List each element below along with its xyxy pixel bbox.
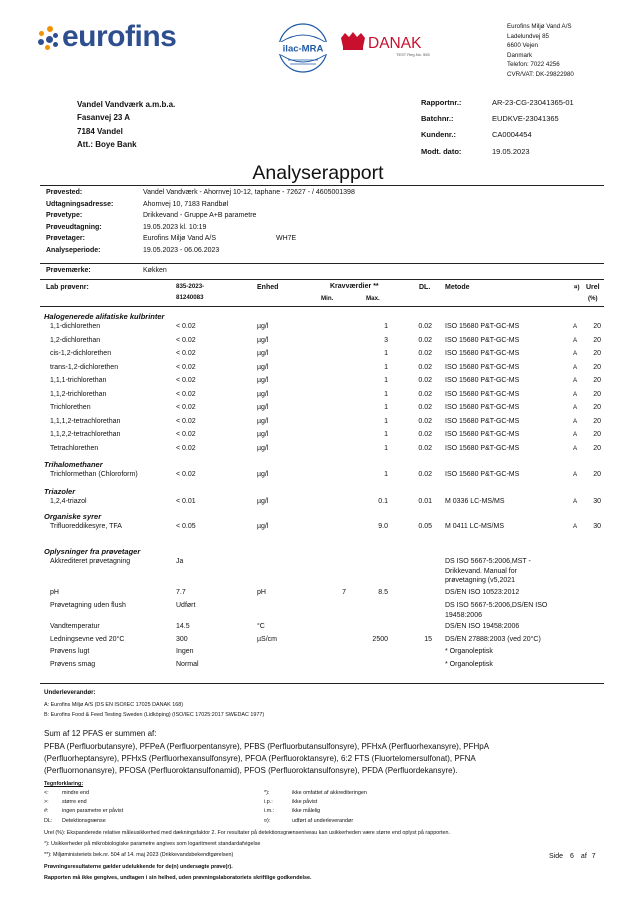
param-dl: 0.02: [418, 377, 432, 384]
param-name: 1,1,1,2-tetrachlorethan: [50, 417, 121, 425]
param-name: 1,1,2-trichlorethan: [50, 390, 107, 398]
legend-value: ikke påvist: [292, 799, 318, 806]
param-unc: 20: [593, 390, 601, 398]
param-method: M 0336 LC-MS/MS: [445, 498, 505, 505]
param-max: 1: [384, 444, 388, 452]
header-req: Kravværdier **: [330, 283, 379, 290]
param-unc: 20: [593, 323, 601, 330]
param-unit: µg/l: [257, 323, 269, 330]
param-max: 1: [384, 323, 388, 330]
param-acc: A: [573, 363, 578, 371]
lab-address: [507, 22, 574, 79]
legend-value: ikke omfattet af akkrediteringen: [292, 790, 367, 796]
param-max: 1: [384, 471, 388, 478]
param-result: < 0.05: [176, 523, 196, 530]
subcontractor-title: Underleverandør:: [44, 689, 96, 696]
sampling-method-line: 19458:2006: [445, 611, 482, 619]
section-title: Trihalomethaner: [44, 460, 103, 469]
param-unit: µg/l: [257, 377, 269, 384]
param-name: Tetrachlorethen: [50, 444, 99, 452]
param-result: < 0.02: [176, 323, 196, 330]
sampling-name: Ledningsevne ved 20°C: [50, 636, 125, 643]
legend-key: ¤):: [264, 817, 271, 824]
param-name: Trichlormethan (Chloroform): [50, 471, 138, 478]
sample-info-label: Prøvetager:: [46, 235, 85, 242]
legend-value: Detektionsgrænse: [62, 817, 106, 824]
report-info-value: CA0004454: [492, 130, 532, 140]
sample-info-value: Drikkevand - Gruppe A+B parametre: [143, 212, 257, 219]
section-title: Triazoler: [44, 487, 76, 496]
report-title: Analyserapport: [252, 162, 384, 184]
report-info-label: Rapportnr.:: [421, 98, 462, 107]
param-max: 1: [384, 363, 388, 371]
param-method: ISO 15680 P&T-GC-MS: [445, 363, 520, 371]
sampling-method-line: DS/EN ISO 10523:2012: [445, 589, 520, 596]
danak-reg-text: TEST Reg.No. 555: [396, 52, 430, 57]
footer-line-1: Prøvningsresultaterne gælder udelukkende for de(n) undersøgte prøve(r).: [44, 864, 233, 870]
sampling-name: Vandtemperatur: [50, 623, 100, 630]
note-micro: °): Usikkerheder på mikrobiologiske parametre angives som logaritmeret standardafvigelse: [44, 841, 261, 847]
pfas-line-3: (Perfluornonansyre), PFOSA (Perfluoroktansulfonamid), PFOS (Perfluoroktansulfonsyre), PFDA (Perfluordekansyre).: [44, 766, 458, 775]
report-info-label: Modt. dato:: [421, 146, 462, 156]
param-result: < 0.02: [176, 350, 196, 357]
table-row: [0, 337, 636, 349]
param-unit: µg/l: [257, 350, 269, 357]
sampling-unit: µS/cm: [257, 636, 277, 643]
param-unc: 20: [593, 336, 601, 344]
note-bek: **): Miljøministeriets bek.nr. 504 af 14. maj 2023 (Drikkevandsbekendtgørelsen): [44, 852, 234, 858]
subcontractor-a: A: Eurofins Miljø A/S (DS EN ISO/IEC 17025 DANAK 168): [44, 702, 184, 708]
param-max: 0.1: [378, 498, 388, 505]
param-max: 1: [384, 431, 388, 438]
table-row: [0, 391, 636, 403]
param-unc: 20: [593, 404, 601, 411]
param-unit: µg/l: [257, 498, 269, 505]
param-result: < 0.02: [176, 417, 196, 425]
sampling-row: [0, 636, 636, 648]
param-unit: µg/l: [257, 336, 269, 344]
sample-info-label: Prøvetype:: [46, 212, 83, 219]
sampling-method-line: DS ISO 5667-5:2006,MST -: [445, 558, 531, 565]
param-max: 1: [384, 377, 388, 384]
param-unit: µg/l: [257, 417, 269, 425]
lab-address-line: Telefon: 7022 4256: [507, 61, 560, 68]
page-current: 6: [570, 853, 574, 860]
param-dl: 0.02: [418, 471, 432, 478]
param-unc: 30: [593, 498, 601, 505]
sampling-row: [0, 602, 636, 619]
legend-value: ingen parametre er påvist: [62, 808, 124, 815]
sampling-name: Prøvetagning uden flush: [50, 602, 126, 609]
sampling-name: Akkrediteret prøvetagning: [50, 558, 131, 565]
param-unc: 20: [593, 363, 601, 371]
sampling-row: [0, 661, 636, 673]
header-unit: Enhed: [257, 284, 279, 291]
pfas-line-2: (Perfluorheptansyre), PFHxS (Perfluorhexansulfonsyre), PFOA (Perfluoroktansyre), 6:2 FTS (Fluortelomersulfonat), PFNA: [44, 754, 476, 763]
param-unc: 20: [593, 471, 601, 478]
sampling-row: [0, 558, 636, 584]
sampling-result: Normal: [176, 661, 199, 668]
sampling-row: [0, 589, 636, 601]
header-lab: Lab prøvenr:: [46, 284, 89, 291]
param-name: 1,1,2,2-tetrachlorethan: [50, 431, 121, 438]
header-max: Max.: [366, 295, 380, 302]
sampling-unit: °C: [257, 623, 265, 630]
legend-value: udført af underleverandør: [292, 817, 354, 824]
param-method: ISO 15680 P&T-GC-MS: [445, 444, 520, 452]
param-method: ISO 15680 P&T-GC-MS: [445, 390, 520, 398]
legend-title: Tegnforklaring:: [44, 781, 84, 787]
param-name: Trichlorethen: [50, 404, 91, 411]
sampling-method-line: Drikkevand. Manual for: [445, 567, 517, 575]
param-dl: 0.02: [418, 431, 432, 438]
danak-text: DANAK: [368, 35, 422, 52]
param-result: < 0.02: [176, 404, 196, 411]
page-side-label: Side: [549, 853, 564, 860]
lab-address-line: Eurofins Miljø Vand A/S: [507, 23, 572, 30]
param-result: < 0.02: [176, 390, 196, 398]
param-dl: 0.01: [418, 498, 432, 505]
param-acc: A: [573, 444, 578, 452]
legend-key: #:: [44, 808, 49, 815]
header-acc: ¤): [574, 284, 580, 291]
lab-address-line: Danmark: [507, 51, 533, 59]
param-dl: 0.02: [418, 323, 432, 330]
legend-value: ikke målelig: [292, 808, 321, 815]
report-info-label: Kundenr.:: [421, 130, 456, 140]
param-method: ISO 15680 P&T-GC-MS: [445, 431, 520, 438]
section-title: Halogenerede alifatiske kulbrinter: [44, 312, 165, 321]
param-max: 9.0: [378, 523, 388, 530]
param-acc: A: [573, 350, 578, 357]
param-unit: µg/l: [257, 404, 269, 411]
param-result: < 0.02: [176, 431, 196, 438]
param-acc: A: [573, 404, 578, 411]
param-name: Trifluoreddikesyre, TFA: [50, 523, 122, 530]
sampling-name: Prøvens smag: [50, 661, 96, 668]
legend-key: <:: [44, 790, 49, 796]
recipient-line: Att.: Boye Bank: [77, 140, 137, 150]
header-unc2: (%): [588, 295, 598, 302]
ilac-mra-text: ilac-MRA: [282, 43, 324, 55]
recipient-address: [77, 98, 175, 152]
param-result: < 0.02: [176, 336, 196, 344]
table-row: [0, 498, 636, 510]
table-row: [0, 377, 636, 389]
header-id1: 835-2023-: [176, 283, 205, 290]
recipient-line: Fasanvej 23 A: [77, 113, 131, 123]
param-method: ISO 15680 P&T-GC-MS: [445, 350, 520, 357]
table-row: [0, 418, 636, 430]
param-method: ISO 15680 P&T-GC-MS: [445, 377, 520, 384]
sampling-name: Prøvens lugt: [50, 648, 90, 655]
header-min: Min.: [321, 295, 334, 302]
sample-info-value: 19.05.2023 kl. 10:19: [143, 223, 207, 231]
sampling-method-line: prøvetagning (v5,2021: [445, 577, 516, 584]
param-result: < 0.02: [176, 444, 196, 452]
param-result: < 0.02: [176, 471, 196, 478]
param-acc: A: [573, 417, 578, 425]
param-unit: µg/l: [257, 523, 269, 530]
sample-info-label: Udtagningsadresse:: [46, 200, 114, 208]
header-unc: Urel: [586, 284, 600, 291]
legend-key: >:: [44, 799, 49, 806]
sample-mark-value: Køkken: [143, 267, 167, 274]
param-max: 1: [384, 350, 388, 357]
param-unc: 20: [593, 444, 601, 452]
param-result: < 0.02: [176, 363, 196, 371]
param-dl: 0.02: [418, 350, 432, 357]
param-acc: A: [573, 523, 578, 530]
sample-info-value: Eurofins Miljø Vand A/S: [143, 235, 217, 242]
param-method: ISO 15680 P&T-GC-MS: [445, 336, 520, 344]
sampling-max: 8.5: [378, 589, 388, 596]
eurofins-logo-icon: [38, 26, 60, 50]
lab-address-line: 6600 Vejen: [507, 42, 538, 49]
sample-info-label: Analyseperiode:: [46, 246, 101, 254]
legend-key: i.m.:: [264, 808, 275, 815]
param-unc: 20: [593, 377, 601, 384]
danak-logo-icon: [338, 30, 434, 60]
param-unit: µg/l: [257, 444, 269, 452]
sampling-result: Udført: [176, 602, 196, 609]
param-max: 1: [384, 390, 388, 398]
param-unc: 20: [593, 431, 601, 438]
sampling-row: [0, 648, 636, 660]
sample-info-value: 19.05.2023 - 06.06.2023: [143, 246, 220, 254]
sample-info-extra: WH7E: [276, 235, 297, 242]
param-result: < 0.02: [176, 377, 196, 384]
sampling-unit: pH: [257, 589, 266, 596]
param-max: 1: [384, 404, 388, 411]
sampling-method-line: * Organoleptisk: [445, 661, 493, 668]
ilac-mra-logo-icon: [272, 22, 334, 74]
report-info-value: AR-23-CG-23041365-01: [492, 98, 574, 107]
sampling-title: Oplysninger fra prøvetager: [44, 547, 141, 556]
param-acc: A: [573, 471, 578, 478]
sampling-result: Ja: [176, 558, 184, 565]
section-title: Organiske syrer: [44, 512, 102, 521]
param-unc: 20: [593, 417, 601, 425]
eurofins-logo-text: eurofins: [62, 20, 177, 53]
table-row: [0, 445, 636, 457]
report-info-label: Batchnr.:: [421, 114, 454, 124]
param-unc: 20: [593, 350, 601, 357]
param-unit: µg/l: [257, 431, 269, 438]
param-acc: A: [573, 377, 578, 384]
param-acc: A: [573, 336, 578, 344]
param-max: 3: [384, 336, 388, 344]
sampling-name: pH: [50, 589, 59, 596]
header-id2: 81240083: [176, 294, 204, 301]
page-total: 7: [591, 853, 596, 860]
sampling-result: 300: [176, 636, 188, 643]
table-row: [0, 350, 636, 362]
note-urel: Urel (%): Ekspanderede relative måleusikkerhed med dækningsfaktor 2. For resultater på detektionsgrænseniveau kan usikkerheden være større end oplyst på rapporten.: [44, 830, 451, 836]
sampling-method-line: DS/EN ISO 19458:2006: [445, 623, 520, 630]
param-method: M 0411 LC-MS/MS: [445, 523, 504, 530]
sampling-dl: 15: [424, 636, 432, 643]
param-acc: A: [573, 431, 578, 438]
param-name: cis-1,2-dichlorethen: [50, 350, 112, 357]
legend-key: *):: [264, 790, 270, 796]
param-unit: µg/l: [257, 471, 269, 478]
table-row: [0, 364, 636, 376]
table-row: [0, 323, 636, 335]
sampling-max: 2500: [372, 636, 388, 643]
sample-info-label: Prøvested:: [46, 189, 83, 196]
param-unit: µg/l: [257, 363, 269, 371]
lab-address-line: CVR/VAT: DK-29822980: [507, 70, 574, 78]
param-dl: 0.02: [418, 404, 432, 411]
table-row: [0, 523, 636, 535]
sampling-result: 14.5: [176, 623, 190, 630]
recipient-line: 7184 Vandel: [77, 126, 123, 136]
sampling-method-line: DS/EN 27888:2003 (ved 20°C): [445, 636, 541, 643]
legend-value: mindre end: [62, 790, 89, 796]
lab-address-line: Ladelundvej 85: [507, 32, 549, 40]
report-info-value: 19.05.2023: [492, 146, 530, 156]
table-row: [0, 431, 636, 443]
table-row: [0, 404, 636, 416]
param-name: 1,1-dichlorethen: [50, 323, 101, 330]
legend-value: større end: [62, 799, 87, 806]
footer-line-2: Rapporten må ikke gengives, undtagen i sin helhed, uden prøvningslaboratoriets skriftlige godkendelse.: [44, 875, 312, 881]
param-dl: 0.02: [418, 444, 432, 452]
param-dl: 0.02: [418, 363, 432, 371]
sample-info-value: Ahornvej 10, 7183 Randbøl: [143, 200, 229, 208]
pfas-line-1: PFBA (Perfluorbutansyre), PFPeA (Perfluorpentansyre), PFBS (Perfluorbutansulfonsyre), PFHxA (Perfluorhexansyre), PFHpA: [44, 742, 490, 751]
param-dl: 0.02: [418, 390, 432, 398]
sampling-method-line: DS ISO 5667-5:2006,DS/EN ISO: [445, 602, 548, 609]
param-max: 1: [384, 417, 388, 425]
param-dl: 0.02: [418, 417, 432, 425]
param-name: 1,2,4-triazol: [50, 498, 87, 505]
legend-key: DL:: [44, 817, 53, 824]
param-unit: µg/l: [257, 390, 269, 398]
subcontractor-b: B: Eurofins Food & Feed Testing Sweden (Lidköping) (ISO/IEC 17025:2017 SWEDAC 1977): [44, 712, 265, 718]
sampling-result: Ingen: [176, 648, 194, 655]
param-method: ISO 15680 P&T-GC-MS: [445, 417, 520, 425]
sample-info-label: Prøveudtagning:: [46, 223, 102, 231]
page-number: [549, 853, 599, 860]
param-acc: A: [573, 498, 578, 505]
param-dl: 0.05: [418, 523, 432, 530]
param-name: 1,2-dichlorethan: [50, 336, 101, 344]
sampling-min: 7: [342, 589, 346, 596]
param-dl: 0.02: [418, 336, 432, 344]
sampling-result: 7.7: [176, 589, 186, 596]
param-name: trans-1,2-dichlorethen: [50, 363, 119, 371]
sample-mark-label: Prøvemærke:: [46, 267, 91, 274]
header-dl: DL.: [419, 284, 431, 291]
param-method: ISO 15680 P&T-GC-MS: [445, 404, 520, 411]
recipient-line: Vandel Vandværk a.m.b.a.: [77, 100, 176, 109]
param-method: ISO 15680 P&T-GC-MS: [445, 471, 520, 478]
param-acc: A: [573, 323, 578, 330]
sampling-method-line: * Organoleptisk: [445, 648, 493, 655]
legend-key: i.p.:: [264, 799, 273, 806]
table-row: [0, 471, 636, 483]
param-unc: 30: [593, 523, 601, 530]
sampling-row: [0, 623, 636, 635]
param-name: 1,1,1-trichlorethan: [50, 377, 107, 384]
pfas-title: Sum af 12 PFAS er summen af:: [44, 729, 157, 738]
param-acc: A: [573, 390, 578, 398]
page-of-label: af: [580, 853, 587, 860]
report-info-value: EUDKVE-23041365: [492, 114, 559, 124]
param-method: ISO 15680 P&T-GC-MS: [445, 323, 520, 330]
sample-info-value: Vandel Vandværk - Ahornvej 10-12, taphane - 72627 - / 4605001398: [143, 189, 355, 196]
param-result: < 0.01: [176, 498, 196, 505]
header-method: Metode: [445, 284, 470, 291]
